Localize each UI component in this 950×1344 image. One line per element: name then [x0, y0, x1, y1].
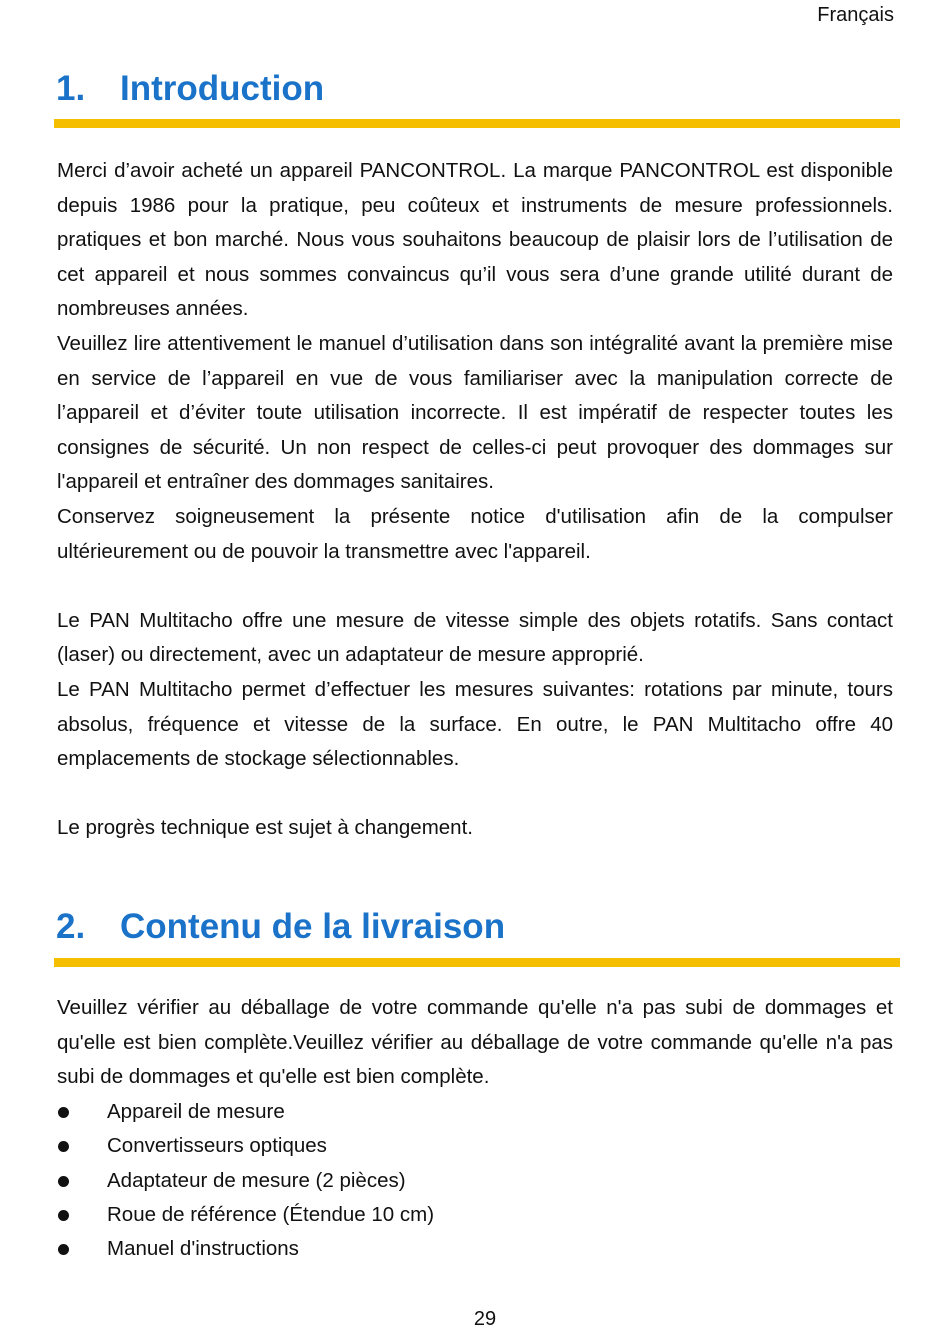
- section-1-body: [57, 154, 893, 846]
- section-2-rule: [54, 958, 900, 967]
- section-1-number: 1.: [56, 69, 86, 108]
- intro-paragraph-3: Conservez soigneusement la présente notice d'utilisation afin de la compulser ultérieurement ou de pouvoir la transmettre avec l'appareil.: [57, 504, 893, 563]
- bullet-icon: [58, 1244, 69, 1255]
- list-item-label: Convertisseurs optiques: [107, 1134, 327, 1158]
- page-language-label: Français: [817, 4, 894, 26]
- delivery-intro-paragraph: Veuillez vérifier au déballage de votre commande qu'elle n'a pas subi de dommages et qu'elle est bien complète.Veuillez vérifier au déballage de votre commande qu'elle n'a pas subi de dommages et qu'elle est bien complète.: [57, 996, 893, 1089]
- list-item-label: Appareil de mesure: [107, 1099, 285, 1123]
- intro-paragraph-5: Le PAN Multitacho permet d’effectuer les mesures suivantes: rotations par minute, tours absolus, fréquence et vitesse de la surface. En outre, le PAN Multitacho offre 40 emplacements de stockage sélectionnables.: [57, 677, 893, 771]
- bullet-icon: [58, 1210, 69, 1221]
- list-item: [57, 1232, 893, 1266]
- section-1-heading: [56, 68, 900, 110]
- bullet-icon: [58, 1107, 69, 1118]
- section-2-number: 2.: [56, 907, 86, 946]
- list-item: [57, 1095, 893, 1129]
- list-item: [57, 1129, 893, 1163]
- list-item-label: Adaptateur de mesure (2 pièces): [107, 1168, 406, 1192]
- list-item-label: Roue de référence (Étendue 10 cm): [107, 1203, 435, 1226]
- list-item: [57, 1198, 893, 1232]
- delivery-contents-list: [57, 1095, 893, 1267]
- bullet-icon: [58, 1141, 69, 1152]
- intro-paragraph-1: Merci d’avoir acheté un appareil PANCONTROL. La marque PANCONTROL est disponible depuis 1986 pour la pratique, peu coûteux et instruments de mesure professionnels. pratiques et bon marché. Nous vous souhaitons beaucoup de plaisir lors de l’utilisation de cet appareil et nous sommes convaincus qu’il vous sera d’une grande utilité durant de nombreuses années.: [57, 159, 893, 321]
- section-2-heading: [56, 906, 900, 948]
- bullet-icon: [58, 1176, 69, 1187]
- section-1-title: Introduction: [120, 69, 325, 108]
- section-1-rule: [54, 119, 900, 128]
- intro-paragraph-4: Le PAN Multitacho offre une mesure de vitesse simple des objets rotatifs. Sans contact (laser) ou directement, avec un adaptateur de mesure approprié.: [57, 608, 893, 667]
- intro-paragraph-2: Veuillez lire attentivement le manuel d’utilisation dans son intégralité avant la première mise en service de l’appareil en vue de vous familiariser avec la manipulation correcte de l’appareil et d’éviter toute utilisation incorrecte. Il est impératif de respecter toutes les consignes de sécurité. Un non respect de celles-ci peut provoquer des dommages sur l'appareil et entraîner des dommages sanitaires.: [57, 331, 893, 494]
- intro-paragraph-6: Le progrès technique est sujet à changement.: [57, 816, 473, 840]
- section-2-title: Contenu de la livraison: [120, 907, 506, 946]
- paragraph-gap: [57, 569, 893, 604]
- section-2-body: [57, 991, 893, 1267]
- list-item: [57, 1164, 893, 1198]
- page-number: 29: [473, 1308, 497, 1330]
- list-item-label: Manuel d'instructions: [107, 1237, 299, 1261]
- paragraph-gap: [57, 777, 893, 812]
